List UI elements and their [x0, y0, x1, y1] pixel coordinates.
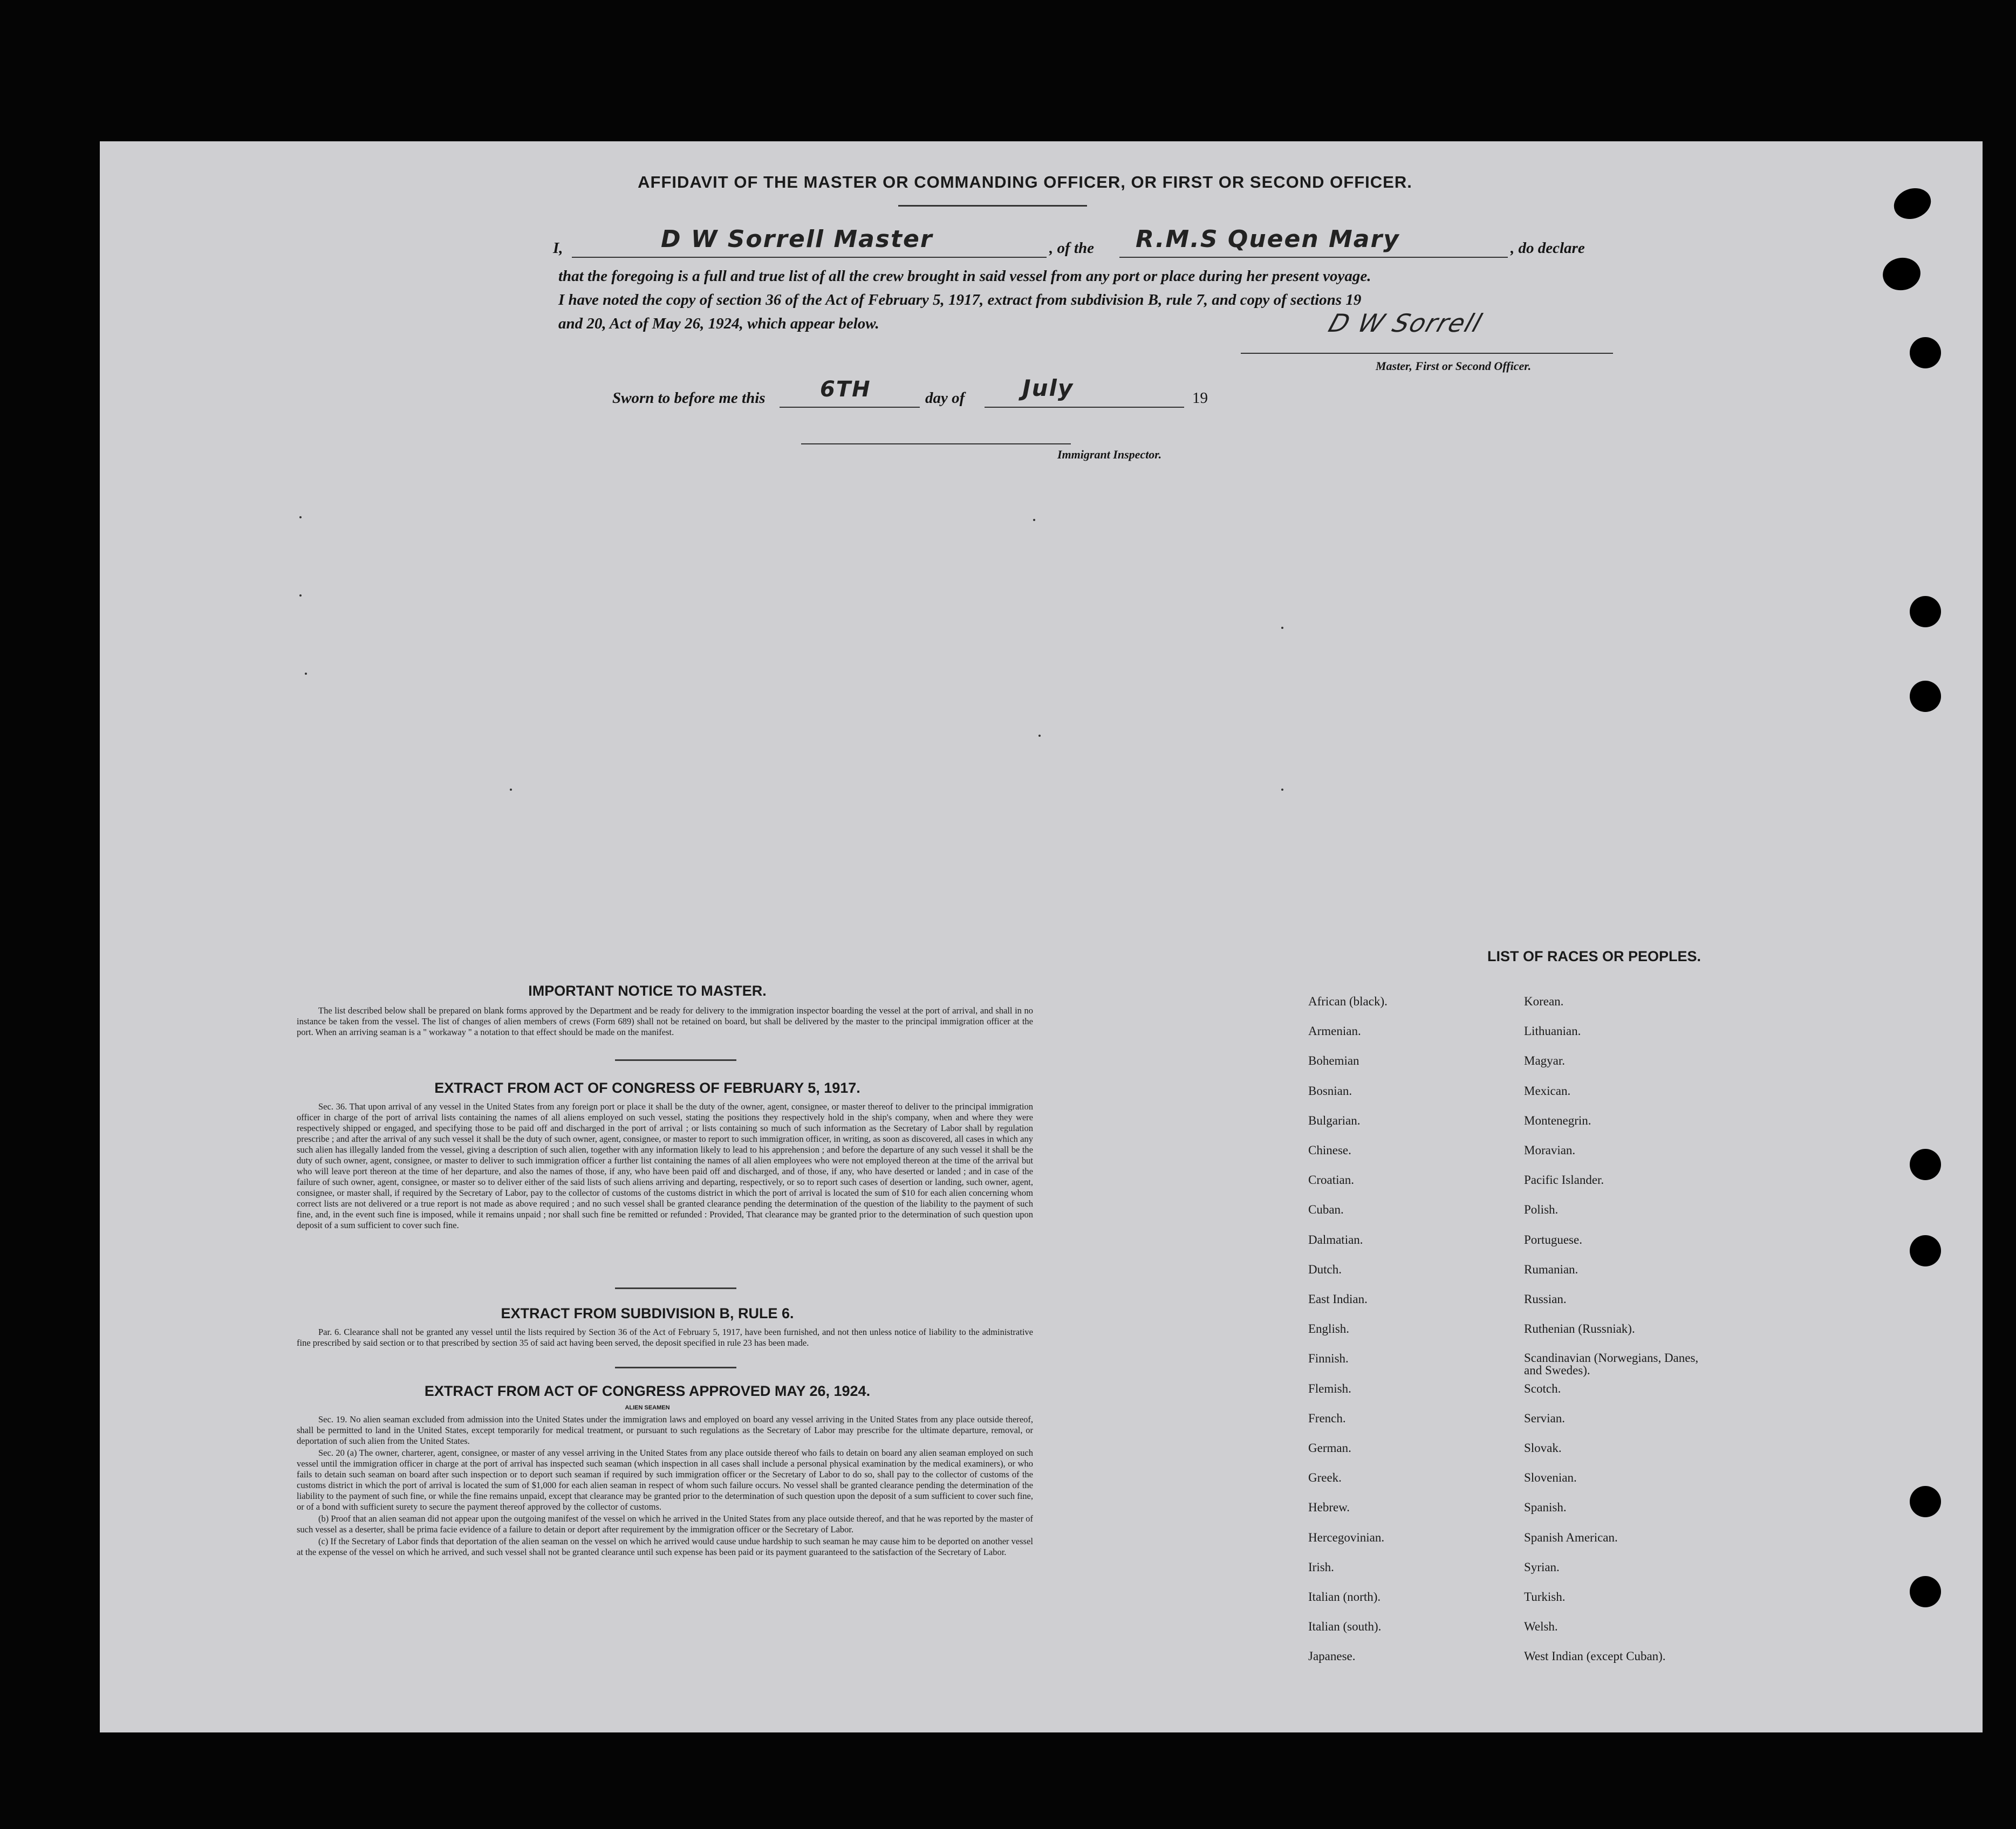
document-page	[100, 141, 1983, 1732]
sec-20b-paragraph: (b) Proof that an alien seaman did not appear upon the outgoing manifest of the vessel on which he arrived in the United States from any place outside thereof, and that he was reported by the master of such vessel as a deserter, shall be prima facie evidence of a failure to detain or deport after requirement by the immigration officer or the Secretary of Labor.	[297, 1513, 1033, 1535]
binder-hole	[1910, 1576, 1941, 1607]
races-title: LIST OF RACES OR PEOPLES.	[1487, 948, 1701, 964]
extract-1917-paragraph: Sec. 36. That upon arrival of any vessel in the United States from any foreign port or place it shall be the duty of the owner, agent, consignee, or master thereof to deliver to the principal immigration officer in charge of the port of arrival lists containing the names of all aliens employed on such vessel, stating the positions they respectively hold in the ship's company, when and where they were respectively shipped or engaged, and specifying those to be paid off and discharged in the port of arrival ; or lists containing so much of such information as the Secretary of Labor shall by regulation prescribe ; and after the arrival of any such vessel it shall be the duty of such owner, agent, consignee, or master to report to such immigration officer, in writing, as soon as discovered, all cases in which any such alien has illegally landed from the vessel, giving a description of such alien, together with any information likely to lead to his apprehension ; and before the departure of any such vessel it shall be the duty of such owner, agent, consignee, or master to deliver to such immigration officer a further list containing the names of all alien employees who were not employed thereon at the time of the arrival but who will leave port thereon at the time of her departure, and also the names of those, if any, who have been paid off and discharged, and of those, if any, who have deserted or landed ; and in case of the failure of such owner, agent, consignee, or master so to deliver either of the said lists of such aliens arriving and departing, respectively, or so to report such cases of desertion or landing, such owner, agent, consignee, or master shall, if required by the Secretary of Labor, pay to the collector of customs of the customs district in which the port of arrival is located the sum of $10 for each alien concerning whom correct lists are not delivered or a true report is not made as above required ; and no such vessel shall be granted clearance pending the determination of the question of the liability to the payment of such fine, and, in the event such fine is imposed, while it remains unpaid ; nor shall such fine be remitted or refunded : Provided, That clearance may be granted prior to the determination of such question upon deposit of a sum sufficient to cover such fine.	[297, 1101, 1033, 1230]
race-right-item: West Indian (except Cuban).	[1524, 1649, 1666, 1663]
declaration-line-4: and 20, Act of May 26, 1924, which appear below.	[558, 315, 879, 332]
declaration-line-3: I have noted the copy of section 36 of the Act of February 5, 1917, extract from subdivision B, rule 7, and copy of sections 19	[558, 291, 1362, 309]
race-left-item: Hercegovinian.	[1308, 1530, 1385, 1544]
affidavit-title: AFFIDAVIT OF THE MASTER OR COMMANDING OFFICER, OR FIRST OR SECOND OFFICER.	[638, 173, 1412, 191]
race-left-item: German.	[1308, 1441, 1351, 1455]
race-left-item: Armenian.	[1308, 1024, 1361, 1038]
race-right-item: Magyar.	[1524, 1054, 1566, 1068]
extract-rule6-divider	[615, 1367, 736, 1368]
binder-hole	[1910, 1149, 1941, 1180]
bleed-mark	[299, 516, 302, 518]
race-left-item: Croatian.	[1308, 1173, 1354, 1187]
race-right-item: Syrian.	[1524, 1560, 1560, 1574]
race-right-item: Slovenian.	[1524, 1471, 1577, 1485]
binder-hole	[1910, 337, 1941, 368]
race-left-item: Flemish.	[1308, 1381, 1351, 1395]
race-left-item: Italian (south).	[1308, 1620, 1382, 1634]
title-divider	[898, 205, 1087, 207]
extract-rule6-paragraph: Par. 6. Clearance shall not be granted any vessel until the lists required by Section 36 of the Act of February 5, 1917, have been furnished, and not then unless notice of liability to the administrative fine prescribed by said section or to that prescribed by section 35 of said act having been served, the deposit specified in rule 23 has been made.	[297, 1327, 1033, 1348]
bleed-mark	[1281, 789, 1283, 791]
race-left-item: Italian (north).	[1308, 1590, 1381, 1604]
day-of-label: day of	[925, 389, 965, 407]
race-left-item: East Indian.	[1308, 1292, 1368, 1306]
race-right-item: Korean.	[1524, 995, 1564, 1008]
sec-20c-paragraph: (c) If the Secretary of Labor finds that deportation of the alien seaman on the vessel on which he arrived would cause undue hardship to such seaman he may cause him to be deported on another vessel at the expense of the vessel on which he arrived, and such vessel shall not be granted clearance until such expense has been paid or its payment guaranteed to the satisfaction of the Secretary of Labor.	[297, 1536, 1033, 1557]
race-left-item: Chinese.	[1308, 1143, 1351, 1157]
inspector-signature-line	[801, 443, 1071, 444]
race-left-item: Dalmatian.	[1308, 1232, 1363, 1246]
race-left-item: Bosnian.	[1308, 1084, 1352, 1098]
declarant-i-label: I,	[553, 239, 563, 257]
race-right-item: Welsh.	[1524, 1620, 1558, 1634]
declaration-line-1	[553, 225, 1691, 261]
notice-text	[297, 1005, 1033, 1039]
extract-1917-text	[297, 1101, 1033, 1232]
bleed-mark	[299, 594, 302, 597]
binder-hole	[1910, 1235, 1941, 1266]
race-right-item: Scandinavian (Norwegians, Danes, and Swedes).	[1524, 1351, 1699, 1378]
race-left-item: Cuban.	[1308, 1203, 1344, 1217]
bleed-mark	[305, 673, 307, 675]
race-right-item: Slovak.	[1524, 1441, 1562, 1455]
race-left-item: Dutch.	[1308, 1262, 1342, 1276]
race-right-item: Moravian.	[1524, 1143, 1576, 1157]
extract-1917-divider	[615, 1287, 736, 1289]
race-left-item: Bulgarian.	[1308, 1113, 1361, 1127]
of-the-label: , of the	[1049, 239, 1094, 257]
race-right-item: Spanish.	[1524, 1501, 1567, 1515]
signature-caption: Master, First or Second Officer.	[1376, 359, 1532, 373]
race-left-item: Hebrew.	[1308, 1501, 1350, 1515]
race-left-item: African (black).	[1308, 995, 1388, 1008]
binder-hole	[1910, 681, 1941, 712]
race-right-item: Rumanian.	[1524, 1262, 1578, 1276]
bleed-mark	[1038, 735, 1041, 737]
race-left-item: Bohemian	[1308, 1054, 1359, 1068]
name-underline	[572, 257, 1047, 258]
race-left-item: Greek.	[1308, 1471, 1342, 1485]
extract-1924-title: EXTRACT FROM ACT OF CONGRESS APPROVED MAY 26, 1924.	[424, 1383, 871, 1399]
sworn-day-handwritten: 6TH	[820, 377, 871, 402]
race-right-item: Scotch.	[1524, 1381, 1561, 1395]
bleed-mark	[1281, 627, 1283, 629]
race-right-item: Polish.	[1524, 1203, 1559, 1217]
race-right-item: Turkish.	[1524, 1590, 1566, 1604]
race-right-item: Spanish American.	[1524, 1530, 1618, 1544]
extract-rule6-text	[297, 1327, 1033, 1350]
race-left-item: Finnish.	[1308, 1352, 1349, 1366]
sec-19-paragraph: Sec. 19. No alien seaman excluded from admission into the United States under the immigration laws and employed on board any vessel arriving in the United States from any place outside thereof, shall be permitted to land in the United States, except temporarily for medical treatment, or pursuant to such regulations as the Secretary of Labor may prescribe for the ultimate departure, removal, or deportation of such alien from the United States.	[297, 1414, 1033, 1446]
race-right-item: Lithuanian.	[1524, 1024, 1581, 1038]
master-signature: D W Sorrell	[1325, 309, 1486, 338]
race-right-item: Pacific Islander.	[1524, 1173, 1604, 1187]
master-name-handwritten: D W Sorrell Master	[661, 225, 933, 253]
race-right-item: Portuguese.	[1524, 1232, 1582, 1246]
extract-1917-title: EXTRACT FROM ACT OF CONGRESS OF FEBRUARY 5, 1917.	[434, 1080, 860, 1096]
race-left-item: Irish.	[1308, 1560, 1334, 1574]
bleed-mark	[1033, 519, 1035, 521]
race-right-item: Montenegrin.	[1524, 1113, 1591, 1127]
race-left-item: Japanese.	[1308, 1649, 1356, 1663]
inspector-caption: Immigrant Inspector.	[1057, 448, 1162, 461]
extract-rule6-title: EXTRACT FROM SUBDIVISION B, RULE 6.	[501, 1305, 794, 1321]
race-right-item: Russian.	[1524, 1292, 1567, 1306]
notice-title: IMPORTANT NOTICE TO MASTER.	[528, 983, 767, 999]
race-left-item: English.	[1308, 1322, 1350, 1336]
sworn-day-underline	[780, 407, 920, 408]
signature-line	[1241, 353, 1613, 354]
sec-20a-paragraph: Sec. 20 (a) The owner, charterer, agent, consignee, or master of any vessel arriving in the United States from any place outside thereof who fails to detain on board any alien seaman employed on such vessel until the immigration officer in charge at the port of arrival has inspected such seaman (which inspection in all cases shall include a personal physical examination by the medical examiners), or who fails to detain such seaman on board after such inspection or to deport such seaman if required by such immigration officer or the Secretary of Labor to do so, shall pay to the collector of customs of the customs district in which the port of arrival is located the sum of $1,000 for each alien seaman in respect of whom such failure occurs. No vessel shall be granted clearance pending the determination of the liability to the payment of such fine, or while the fine remains unpaid, except that clearance may be granted prior to the determination of such question upon the deposit of a sum sufficient to cover such fine, or of a bond with sufficient surety to secure the payment thereof approved by the collector of customs.	[297, 1448, 1033, 1512]
binder-hole	[1910, 596, 1941, 627]
bleed-mark	[510, 789, 512, 791]
binder-hole	[1910, 1486, 1941, 1517]
declaration-line-2: that the foregoing is a full and true list of all the crew brought in said vessel from any port or place during her present voyage.	[558, 268, 1371, 285]
vessel-name-handwritten: R.M.S Queen Mary	[1136, 225, 1400, 253]
vessel-underline	[1119, 257, 1508, 258]
extract-1924-subtitle: ALIEN SEAMEN	[625, 1405, 670, 1411]
sworn-month-underline	[985, 407, 1184, 408]
sworn-line	[612, 375, 1260, 417]
sworn-month-handwritten: July	[1022, 375, 1074, 401]
do-declare-label: , do declare	[1511, 239, 1585, 257]
notice-paragraph: The list described below shall be prepared on blank forms approved by the Department and be ready for delivery to the immigration inspector boarding the vessel at the port of arrival, and shall in no instance be taken from the vessel. The list of changes of alien members of crews (Form 689) shall not be retained on board, but shall be delivered by the master to the principal immigration officer at the port. When an arriving seaman is a " workaway " a notation to that effect should be made on the manifest.	[297, 1005, 1033, 1037]
race-right-item: Mexican.	[1524, 1084, 1571, 1098]
race-right-item: Ruthenian (Russniak).	[1524, 1322, 1635, 1336]
notice-divider	[615, 1059, 736, 1061]
extract-1924-text	[297, 1414, 1033, 1559]
race-left-item: French.	[1308, 1411, 1346, 1425]
race-right-item: Servian.	[1524, 1411, 1566, 1425]
year-prefix: 19	[1192, 389, 1208, 407]
sworn-label: Sworn to before me this	[612, 389, 766, 407]
